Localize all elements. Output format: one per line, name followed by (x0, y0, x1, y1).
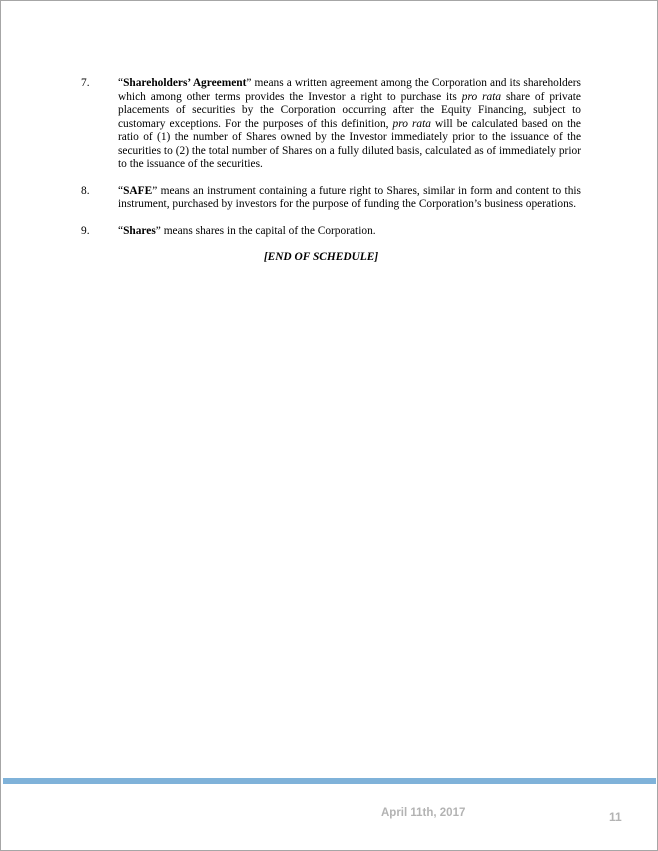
definition-number: 8. (81, 184, 90, 197)
definition-text: means a written agreement among the Corporation and its shareholders which among other terms provides the Investor a right to purchase its (118, 77, 581, 103)
definition-text: will be calculated based on the ratio of (1) the number of Shares owned by the Investor immediately prior to the issuance of the securities to (2) the total number of Shares on a fully diluted basis, calculated as of immediately prior to the issuance of the securities. (118, 117, 581, 170)
footer-date: April 11th, 2017 (381, 807, 466, 819)
definition-item-9 (81, 225, 581, 239)
italic-term: pro rata (392, 117, 431, 130)
definition-text: means shares in the capital of the Corporation. (160, 224, 376, 237)
definition-number: 9. (81, 224, 90, 237)
definition-text: share of private placements of securities by the Corporation occurring after the Equity Financing, subject to customary exceptions. For the purposes of this definition, (118, 90, 581, 130)
definition-text: means an instrument containing a future right to Shares, similar in form and content to this instrument, purchased by investors for the purpose of funding the Corporation’s business operations. (118, 184, 581, 210)
close-quote: ” (246, 77, 252, 89)
italic-term: pro rata (461, 90, 502, 103)
definition-item-8 (81, 185, 581, 212)
definition-term: Shareholders’ Agreement (123, 77, 247, 89)
open-quote: “ (118, 77, 124, 89)
open-quote: “ (118, 224, 124, 237)
definition-term: Shares (123, 224, 156, 237)
close-quote: ” (152, 184, 158, 197)
page-number: 11 (609, 810, 622, 824)
end-of-schedule-marker: [END OF SCHEDULE] (263, 251, 379, 263)
schedule-body (81, 77, 581, 265)
definition-item-7 (81, 77, 581, 172)
definition-term: SAFE (123, 184, 153, 197)
footer-divider-bar (3, 778, 656, 784)
definition-number: 7. (81, 77, 90, 89)
open-quote: “ (118, 184, 124, 197)
close-quote: ” (155, 224, 161, 237)
